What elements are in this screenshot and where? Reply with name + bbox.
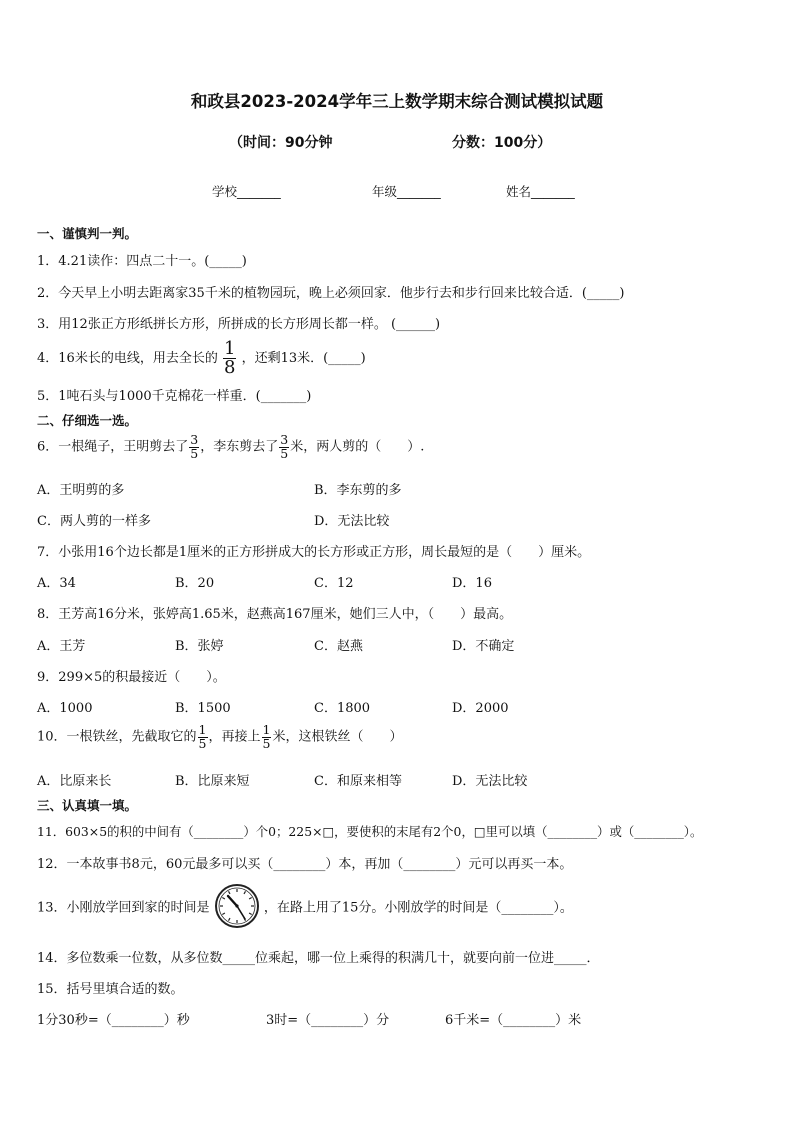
fraction-numerator: 3 bbox=[190, 432, 199, 447]
q9-option-c[interactable]: C．1800 bbox=[314, 701, 371, 716]
grade-field[interactable]: 年级_______ bbox=[372, 184, 441, 199]
question-4-text-b: ，还剩13米．(_____) bbox=[241, 351, 366, 366]
q9-option-a[interactable]: A．1000 bbox=[37, 701, 93, 716]
fraction-denominator: 5 bbox=[280, 445, 289, 461]
question-15: 15．括号里填合适的数。 bbox=[37, 982, 184, 997]
fraction-one-fifth-b bbox=[262, 724, 272, 750]
fraction-numerator: 1 bbox=[223, 338, 236, 359]
q6-option-a[interactable]: A．王明剪的多 bbox=[37, 483, 125, 498]
question-4-text-a: 4．16米长的电线，用去全长的 bbox=[37, 351, 218, 366]
fraction-three-fifths-b bbox=[279, 434, 289, 460]
q10-option-c[interactable]: C．和原来相等 bbox=[314, 774, 402, 789]
fraction-denominator: 5 bbox=[198, 735, 207, 751]
question-6-text-a: 6．一根绳子，王明剪去了 bbox=[37, 439, 189, 455]
score-total: 分数：100分） bbox=[452, 135, 552, 151]
q6-option-d[interactable]: D．无法比较 bbox=[314, 514, 390, 529]
q10-option-a[interactable]: A．比原来长 bbox=[37, 774, 112, 789]
question-10-text-c: 米，这根铁丝（ ） bbox=[272, 729, 403, 745]
question-8: 8．王芳高16分米，张婷高1.65米，赵燕高167厘米，她们三人中，（ ）最高。 bbox=[37, 607, 513, 622]
question-10-text-a: 10．一根铁丝，先截取它的 bbox=[37, 729, 197, 745]
section-fill: 三、认真填一填。 bbox=[37, 798, 138, 813]
question-1: 1．4.21读作：四点二十一。(_____) bbox=[37, 254, 247, 269]
fraction-one-fifth-a bbox=[198, 724, 208, 750]
q15-item-minutes[interactable]: 3时=（________）分 bbox=[266, 1013, 390, 1028]
q10-option-d[interactable]: D．无法比较 bbox=[452, 774, 528, 789]
exam-title: 和政县2023-2024学年三上数学期末综合测试模拟试题 bbox=[190, 92, 604, 111]
q6-option-c[interactable]: C．两人剪的一样多 bbox=[37, 514, 151, 529]
q7-option-c[interactable]: C．12 bbox=[314, 576, 354, 591]
q8-option-b[interactable]: B．张婷 bbox=[175, 639, 224, 654]
question-9: 9．299×5的积最接近（ ）。 bbox=[37, 670, 226, 685]
fraction-three-fifths-a bbox=[189, 434, 199, 460]
q10-option-b[interactable]: B．比原来短 bbox=[175, 774, 250, 789]
question-4 bbox=[37, 340, 366, 377]
q8-option-d[interactable]: D．不确定 bbox=[452, 639, 515, 654]
fraction-one-eighth bbox=[223, 340, 236, 377]
question-7: 7．小张用16个边长都是1厘米的正方形拼成大的长方形或正方形，周长最短的是（ ）厘米。 bbox=[37, 545, 591, 560]
fraction-denominator: 5 bbox=[262, 735, 271, 751]
question-14: 14．多位数乘一位数，从多位数_____位乘起，哪一位上乘得的积满几十，就要向前一位进_____． bbox=[37, 951, 600, 966]
question-13 bbox=[37, 883, 573, 933]
question-10 bbox=[37, 724, 402, 750]
clock-icon bbox=[214, 883, 260, 933]
fraction-denominator: 8 bbox=[223, 357, 236, 378]
question-10-text-b: ，再接上 bbox=[208, 729, 261, 745]
q7-option-d[interactable]: D．16 bbox=[452, 576, 492, 591]
q8-option-a[interactable]: A．王芳 bbox=[37, 639, 86, 654]
question-2: 2．今天早上小明去距离家35千米的植物园玩，晚上必须回家．他步行去和步行回来比较合适．(_____) bbox=[37, 286, 625, 301]
q15-item-meters[interactable]: 6千米=（________）米 bbox=[445, 1013, 582, 1028]
q8-option-c[interactable]: C．赵燕 bbox=[314, 639, 363, 654]
q15-item-seconds[interactable]: 1分30秒=（________）秒 bbox=[37, 1013, 190, 1028]
fraction-numerator: 3 bbox=[280, 432, 289, 447]
q7-option-a[interactable]: A．34 bbox=[37, 576, 76, 591]
school-field[interactable]: 学校_______ bbox=[212, 184, 281, 199]
q9-option-b[interactable]: B．1500 bbox=[175, 701, 231, 716]
section-choose: 二、仔细选一选。 bbox=[37, 413, 138, 428]
question-6-text-c: 米，两人剪的（ ）. bbox=[290, 439, 425, 455]
question-6 bbox=[37, 434, 424, 460]
question-3: 3．用12张正方形纸拼长方形，所拼成的长方形周长都一样。 (______) bbox=[37, 317, 441, 332]
fraction-numerator: 1 bbox=[262, 722, 271, 737]
question-12: 12．一本故事书8元，60元最多可以买（________）本，再加（________）元可以再买一本。 bbox=[37, 857, 573, 872]
fraction-numerator: 1 bbox=[198, 722, 207, 737]
q6-option-b[interactable]: B．李东剪的多 bbox=[314, 483, 402, 498]
q9-option-d[interactable]: D．2000 bbox=[452, 701, 509, 716]
time-limit: （时间：90分钟 bbox=[229, 135, 333, 151]
question-5: 5．1吨石头与1000千克棉花一样重．(_______) bbox=[37, 389, 312, 404]
name-field[interactable]: 姓名_______ bbox=[506, 184, 575, 199]
question-6-text-b: ，李东剪去了 bbox=[200, 439, 279, 455]
question-13-text-b: ，在路上用了15分。小刚放学的时间是（________）。 bbox=[263, 900, 573, 916]
question-11: 11．603×5的积的中间有（________）个0；225×□，要使积的末尾有2个0，□里可以填（________）或（________）。 bbox=[37, 824, 703, 839]
fraction-denominator: 5 bbox=[190, 445, 199, 461]
section-judge: 一、谨慎判一判。 bbox=[37, 226, 138, 241]
question-13-text-a: 13．小刚放学回到家的时间是 bbox=[37, 900, 210, 916]
q7-option-b[interactable]: B．20 bbox=[175, 576, 215, 591]
